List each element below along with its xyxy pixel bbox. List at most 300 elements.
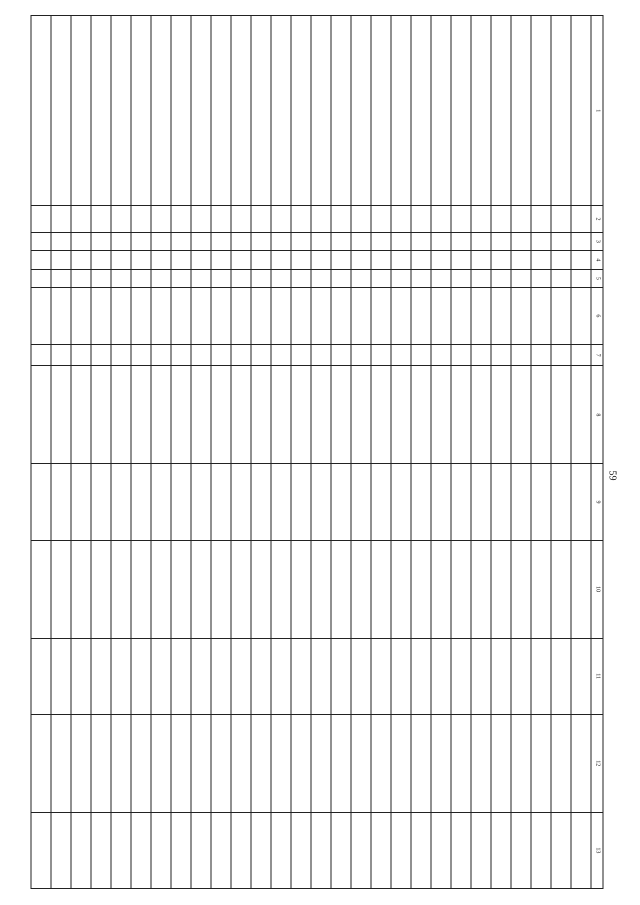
table-cell [31,714,51,812]
table-cell [271,540,291,638]
table-cell [251,366,271,464]
table-cell [51,288,71,345]
table-cell [471,714,491,812]
table-cell [311,366,331,464]
table-cell [271,206,291,232]
table-cell [251,16,271,206]
table-cell [111,638,131,714]
table-cell [91,206,111,232]
table-cell [231,344,251,366]
table-cell [31,464,51,540]
table-cell [71,812,91,888]
table-cell [371,16,391,206]
table-cell [131,16,151,206]
table-cell [451,464,471,540]
table-cell [331,464,351,540]
table-cell [291,288,311,345]
table-cell [571,232,591,251]
table-cell [571,16,591,206]
table-cell [251,288,271,345]
table-cell [91,464,111,540]
table-cell [331,812,351,888]
table-cell [31,251,51,270]
table-cell [191,714,211,812]
table-cell [531,232,551,251]
table-cell [351,206,371,232]
table-cell [211,269,231,288]
table-cell [351,16,371,206]
table-cell [51,206,71,232]
table-cell [211,638,231,714]
table-cell [311,251,331,270]
table-cell [351,232,371,251]
table-row [531,16,551,889]
table-cell [271,269,291,288]
table-cell [411,714,431,812]
table-cell [111,269,131,288]
table-cell [491,540,511,638]
table-cell [171,206,191,232]
table-cell [291,206,311,232]
table-cell [331,288,351,345]
table-cell [291,540,311,638]
table-cell [571,344,591,366]
table-row [111,16,131,889]
table-cell [31,206,51,232]
table-cell [471,206,491,232]
table-row [151,16,171,889]
table-cell [311,288,331,345]
table-cell [531,269,551,288]
table-cell [131,540,151,638]
table-cell [511,366,531,464]
table-cell [371,251,391,270]
table-cell [571,812,591,888]
table-cell [91,366,111,464]
table-cell [411,540,431,638]
table-row [451,16,471,889]
table-cell [111,16,131,206]
table-cell [451,366,471,464]
table-cell [531,16,551,206]
table-cell [451,344,471,366]
column-number-9: 9 [591,464,603,540]
table-cell [551,344,571,366]
table-cell [231,251,251,270]
table-cell [271,714,291,812]
table-cell [451,288,471,345]
table-cell [451,232,471,251]
table-cell [391,638,411,714]
table-cell [151,16,171,206]
table-cell [151,464,171,540]
table-cell [271,251,291,270]
table-row [371,16,391,889]
table-cell [331,206,351,232]
table-cell [511,344,531,366]
table-cell [71,638,91,714]
table-cell [171,269,191,288]
table-cell [31,16,51,206]
table-cell [471,344,491,366]
table-cell [131,714,151,812]
table-cell [351,812,371,888]
table-cell [291,251,311,270]
table-cell [431,206,451,232]
budget-table-sheet [31,15,604,889]
table-cell [431,540,451,638]
table-cell [411,251,431,270]
table-cell [431,269,451,288]
table-cell [151,638,171,714]
table-cell [311,464,331,540]
table-cell [451,269,471,288]
table-cell [111,540,131,638]
table-cell [571,206,591,232]
table-cell [471,251,491,270]
column-number-6: 6 [591,288,603,345]
table-cell [491,344,511,366]
table-cell [511,714,531,812]
table-cell [211,206,231,232]
table-cell [571,269,591,288]
table-cell [211,464,231,540]
table-cell [471,288,491,345]
table-cell [131,251,151,270]
table-cell [491,288,511,345]
table-cell [251,232,271,251]
table-cell [91,638,111,714]
table-cell [331,638,351,714]
table-cell [51,638,71,714]
table-cell [451,540,471,638]
table-cell [391,366,411,464]
table-row [351,16,371,889]
table-cell [211,232,231,251]
table-cell [351,540,371,638]
table-cell [231,288,251,345]
table-cell [91,269,111,288]
table-row [71,16,91,889]
table-cell [371,812,391,888]
table-cell [331,540,351,638]
table-cell [391,714,411,812]
table-cell [131,812,151,888]
table-cell [51,812,71,888]
table-cell [311,714,331,812]
table-cell [31,638,51,714]
table-cell [211,344,231,366]
table-row [331,16,351,889]
table-cell [191,638,211,714]
table-cell [151,812,171,888]
table-cell [211,812,231,888]
column-number-2: 2 [591,206,603,232]
table-cell [351,638,371,714]
table-row [391,16,411,889]
table-cell [231,638,251,714]
table-row [91,16,111,889]
table-cell [491,714,511,812]
table-cell [251,251,271,270]
table-cell [431,464,451,540]
column-number-5: 5 [591,269,603,288]
table-cell [151,344,171,366]
table-cell [331,251,351,270]
column-number-1: 1 [591,16,603,206]
table-cell [351,288,371,345]
table-cell [491,812,511,888]
table-cell [71,714,91,812]
table-cell [71,540,91,638]
table-cell [431,251,451,270]
table-cell [411,638,431,714]
table-cell [531,714,551,812]
table-row [51,16,71,889]
table-cell [71,251,91,270]
table-cell [371,540,391,638]
table-cell [131,269,151,288]
table-row [471,16,491,889]
table-cell [51,344,71,366]
column-number-11: 11 [591,638,603,714]
table-cell [411,269,431,288]
table-cell [551,16,571,206]
table-cell [111,344,131,366]
column-number-10: 10 [591,540,603,638]
table-cell [131,464,151,540]
table-cell [191,232,211,251]
table-row [431,16,451,889]
table-cell [171,288,191,345]
table-cell [551,288,571,345]
table-cell [571,366,591,464]
table-cell [511,540,531,638]
table-row [231,16,251,889]
table-cell [211,714,231,812]
table-cell [71,232,91,251]
table-cell [131,344,151,366]
table-cell [291,344,311,366]
table-cell [51,16,71,206]
table-cell [271,288,291,345]
table-cell [271,16,291,206]
table-cell [391,269,411,288]
table-cell [551,464,571,540]
table-cell [271,344,291,366]
table-cell [191,269,211,288]
table-cell [291,714,311,812]
table-cell [291,232,311,251]
table-cell [91,251,111,270]
table-cell [531,540,551,638]
table-cell [551,714,571,812]
table-cell [351,269,371,288]
table-cell [91,288,111,345]
table-cell [491,366,511,464]
table-cell [331,269,351,288]
table-cell [511,464,531,540]
table-cell [231,464,251,540]
column-number-7: 7 [591,344,603,366]
table-cell [451,251,471,270]
table-cell [251,812,271,888]
table-cell [71,206,91,232]
table-cell [111,288,131,345]
table-cell [511,251,531,270]
table-cell [171,344,191,366]
table-row [171,16,191,889]
table-cell [31,232,51,251]
table-cell [151,269,171,288]
table-cell [531,288,551,345]
table-cell [551,540,571,638]
table-cell [191,251,211,270]
table-cell [371,464,391,540]
table-cell [91,714,111,812]
table-cell [471,464,491,540]
table-cell [51,269,71,288]
table-row [271,16,291,889]
table-cell [511,812,531,888]
table-cell [111,812,131,888]
table-cell [231,206,251,232]
table-row [291,16,311,889]
table-cell [171,638,191,714]
table-cell [171,366,191,464]
table-cell [391,540,411,638]
table-cell [431,288,451,345]
table-row [251,16,271,889]
table-cell [51,714,71,812]
table-cell [491,16,511,206]
table-cell [171,251,191,270]
table-cell [491,251,511,270]
table-cell [211,251,231,270]
table-cell [411,812,431,888]
table-cell [211,540,231,638]
table-cell [131,232,151,251]
table-cell [251,714,271,812]
table-cell [111,251,131,270]
table-cell [531,812,551,888]
table-cell [471,540,491,638]
table-cell [491,269,511,288]
table-cell [431,812,451,888]
table-row [191,16,211,889]
table-cell [411,288,431,345]
table-cell [411,344,431,366]
table-cell [231,269,251,288]
table-cell [191,464,211,540]
table-cell [471,16,491,206]
table-cell [511,288,531,345]
table-cell [451,812,471,888]
table-cell [391,812,411,888]
table-row [491,16,511,889]
table-cell [351,344,371,366]
table-cell [291,16,311,206]
table-cell [191,366,211,464]
table-cell [191,16,211,206]
table-cell [391,344,411,366]
table-cell [251,269,271,288]
table-cell [111,232,131,251]
table-cell [151,540,171,638]
table-cell [291,812,311,888]
table-cell [431,714,451,812]
table-cell [291,464,311,540]
table-cell [491,206,511,232]
column-number-12: 12 [591,714,603,812]
table-cell [271,366,291,464]
column-number-4: 4 [591,251,603,270]
table-cell [191,344,211,366]
table-cell [371,288,391,345]
table-cell [491,232,511,251]
table-cell [171,540,191,638]
table-cell [391,251,411,270]
table-cell [311,638,331,714]
table-cell [151,288,171,345]
table-cell [431,16,451,206]
table-cell [331,344,351,366]
table-cell [531,251,551,270]
table-cell [551,638,571,714]
table-cell [271,638,291,714]
table-row [131,16,151,889]
table-cell [131,638,151,714]
table-cell [551,366,571,464]
table-cell [91,540,111,638]
table-cell [571,540,591,638]
table-cell [451,16,471,206]
table-row [211,16,231,889]
table-cell [531,464,551,540]
table-cell [371,232,391,251]
table-cell [371,638,391,714]
table-cell [171,464,191,540]
table-cell [151,714,171,812]
table-cell [351,251,371,270]
column-number-3: 3 [591,232,603,251]
table-cell [431,638,451,714]
table-cell [471,269,491,288]
table-cell [411,206,431,232]
table-cell [351,464,371,540]
table-cell [151,232,171,251]
table-cell [471,638,491,714]
table-cell [111,366,131,464]
table-cell [551,269,571,288]
table-cell [211,16,231,206]
table-cell [51,366,71,464]
table-cell [311,269,331,288]
table-cell [131,366,151,464]
table-cell [511,638,531,714]
table-cell [491,464,511,540]
table-cell [471,366,491,464]
table-row [571,16,591,889]
table-cell [551,251,571,270]
table-cell [231,232,251,251]
table-cell [511,16,531,206]
table-cell [551,232,571,251]
table-cell [431,366,451,464]
table-cell [151,206,171,232]
table-cell [51,232,71,251]
table-cell [371,366,391,464]
